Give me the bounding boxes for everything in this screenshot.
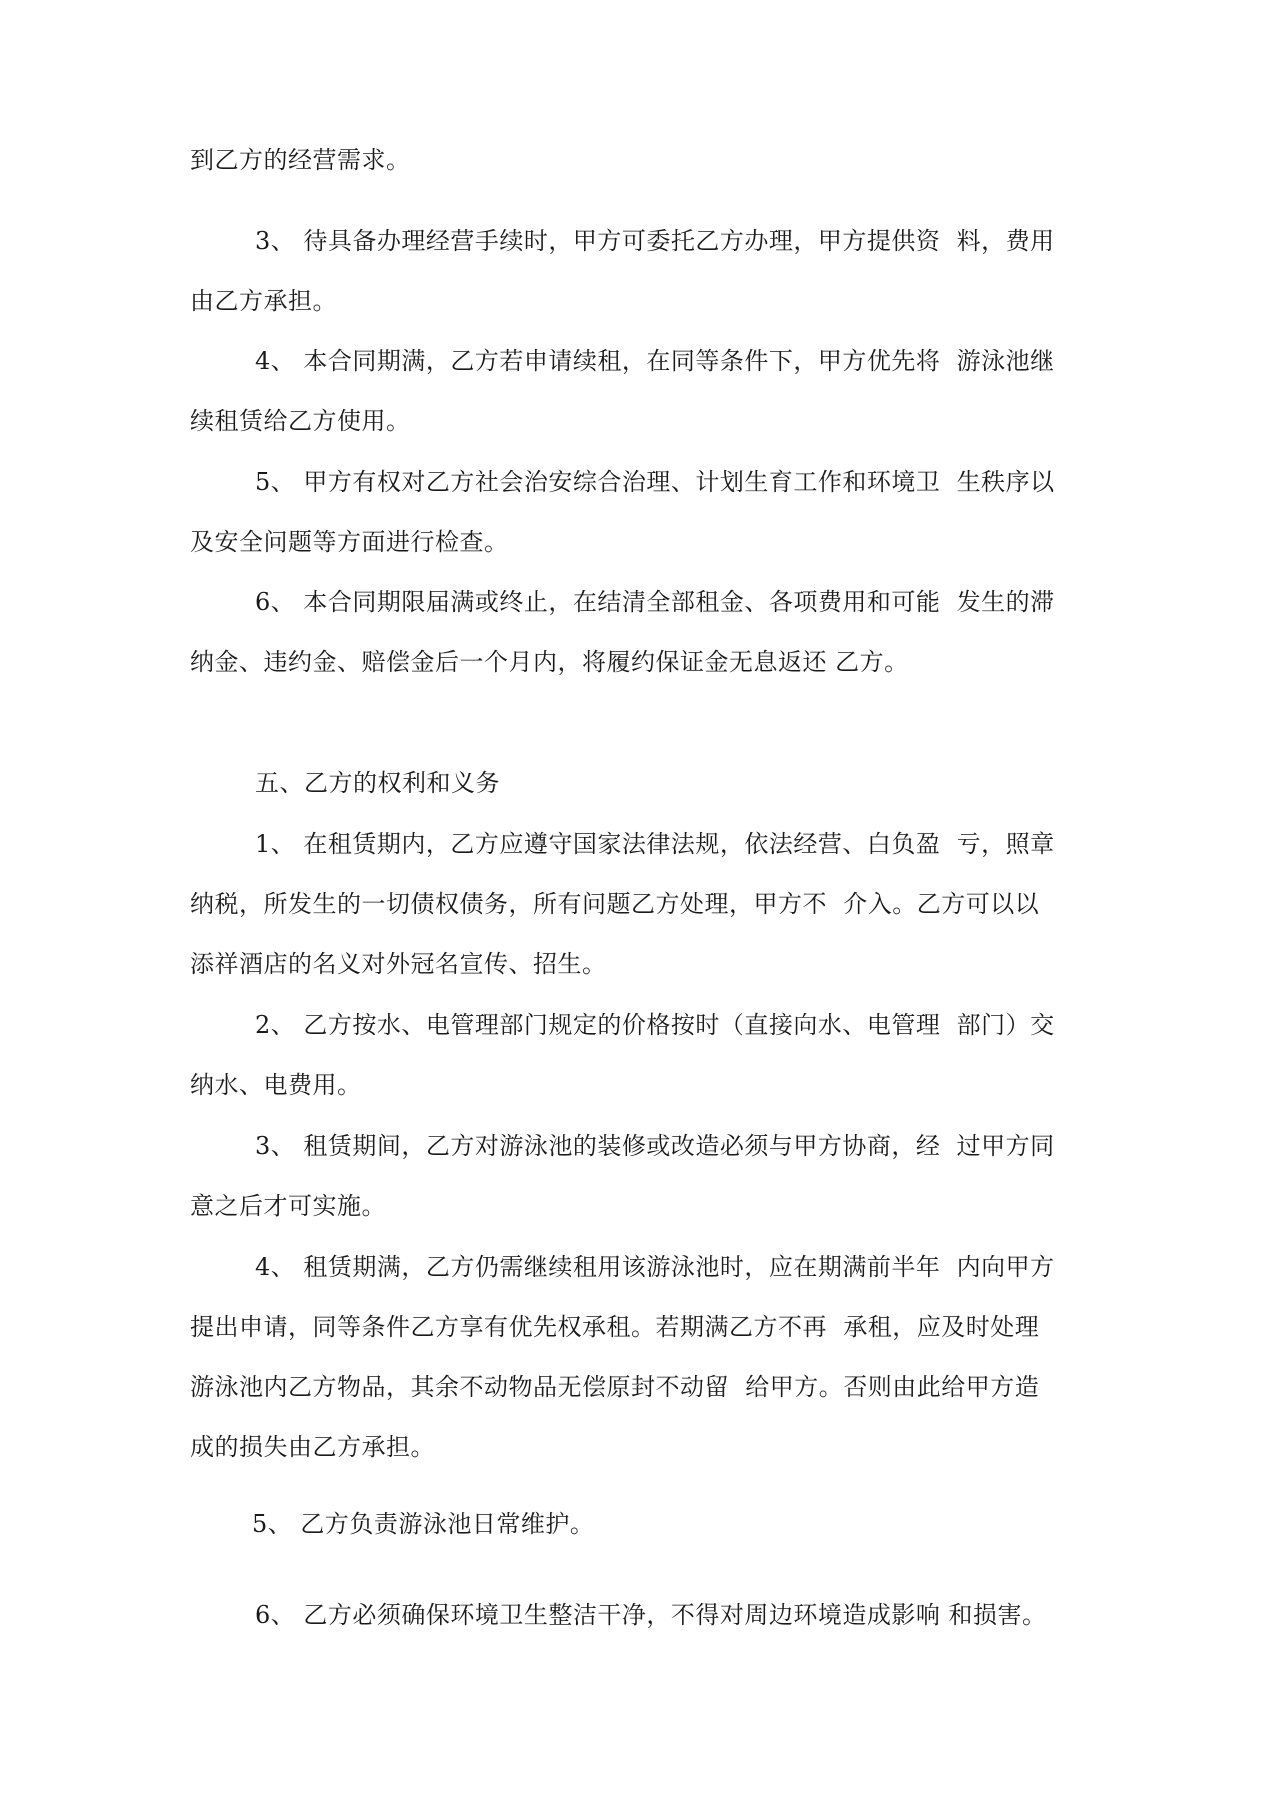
- body-line: 意之后才可实施。: [190, 1192, 386, 1220]
- body-line: 由乙方承担。: [190, 287, 337, 315]
- body-line: 及安全问题等方面进行检查。: [190, 528, 509, 556]
- body-line: 提出申请，同等条件乙方享有优先权承租。若期满乙方不再 承租，应及时处理: [190, 1313, 1040, 1341]
- body-line: 纳水、电费用。: [190, 1071, 362, 1099]
- body-line: 续租赁给乙方使用。: [190, 407, 411, 435]
- body-line: 成的损失由乙方承担。: [190, 1433, 435, 1461]
- body-line: 纳金、违约金、赔偿金后一个月内，将履约保证金无息返还 乙方。: [190, 648, 909, 676]
- clause-line: 5、 乙方负责游泳池日常维护。: [252, 1510, 595, 1538]
- body-line: 游泳池内乙方物品，其余不动物品无偿原封不动留 给甲方。否则由此给甲方造: [190, 1373, 1040, 1401]
- clause-line: 6、 本合同期限届满或终止，在结清全部租金、各项费用和可能 发生的滞: [255, 588, 1055, 616]
- clause-line: 6、 乙方必须确保环境卫生整洁干净，不得对周边环境造成影响 和损害。: [255, 1601, 1047, 1629]
- body-line: 纳税，所发生的一切债权债务，所有问题乙方处理，甲方不 介入。乙方可以以: [190, 890, 1040, 918]
- clause-line: 3、 租赁期间，乙方对游泳池的装修或改造必须与甲方协商，经 过甲方同: [255, 1132, 1055, 1160]
- body-line: 到乙方的经营需求。: [190, 146, 411, 174]
- clause-line: 2、 乙方按水、电管理部门规定的价格按时（直接向水、电管理 部门）交: [255, 1011, 1055, 1039]
- clause-line: 4、 租赁期满，乙方仍需继续租用该游泳池时，应在期满前半年 内向甲方: [255, 1253, 1055, 1281]
- section-heading: 五、乙方的权利和义务: [255, 769, 500, 797]
- body-line: 添祥酒店的名义对外冠名宣传、招生。: [190, 950, 607, 978]
- clause-line: 5、 甲方有权对乙方社会治安综合治理、计划生育工作和环境卫 生秩序以: [255, 468, 1055, 496]
- clause-line: 1、 在租赁期内，乙方应遵守国家法律法规，依法经营、白负盈 亏，照章: [255, 830, 1055, 858]
- clause-line: 3、 待具备办理经营手续时，甲方可委托乙方办理，甲方提供资 料，费用: [255, 227, 1055, 255]
- clause-line: 4、 本合同期满，乙方若申请续租，在同等条件下，甲方优先将 游泳池继: [255, 347, 1055, 375]
